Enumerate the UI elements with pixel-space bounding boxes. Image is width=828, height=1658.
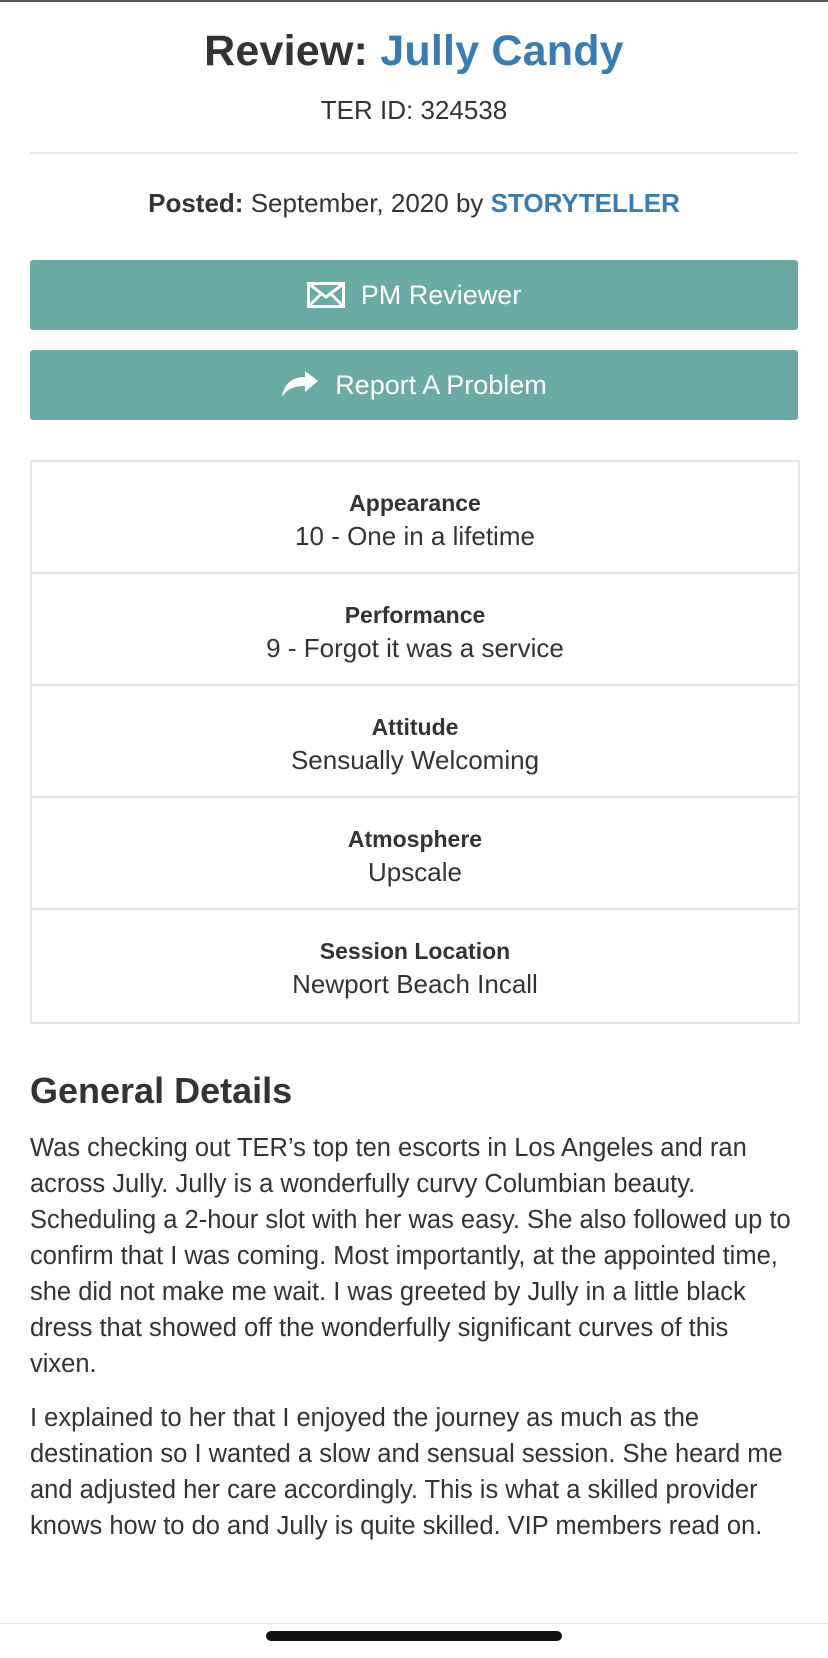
envelope-icon [307, 282, 345, 308]
home-indicator[interactable] [266, 1631, 562, 1641]
title-prefix: Review: [204, 27, 369, 75]
bottom-divider [0, 1623, 828, 1624]
rating-row-appearance [32, 462, 798, 574]
rating-label: Attitude [371, 714, 459, 740]
general-details-heading: General Details [30, 1070, 293, 1111]
rating-label: Atmosphere [347, 826, 483, 852]
review-paragraph: Was checking out TER’s top ten escorts in Los Angeles and ran across Jully. Jully is a wonderfully curvy Columbian beauty. Scheduling a 2-hour slot with her was easy. She also followed up to confirm that I was coming. Most importantly, at the appointed time, she did not make me wait. I was greeted by Jully in a little black dress that showed off the wonderfully significant curves of this vixen. [30, 1134, 791, 1378]
page-title [0, 22, 828, 80]
rating-label: Session Location [319, 938, 511, 964]
posted-label: Posted: [148, 188, 244, 218]
rating-row-session-location [32, 910, 798, 1022]
report-problem-button[interactable] [30, 350, 798, 420]
report-problem-label: Report A Problem [335, 369, 547, 400]
share-arrow-icon [281, 371, 319, 399]
rating-value: 9 - Forgot it was a service [266, 633, 564, 663]
header-divider [30, 152, 798, 154]
rating-value: Upscale [368, 857, 462, 887]
review-header [0, 22, 828, 126]
rating-value: Newport Beach Incall [292, 969, 538, 999]
provider-name-link[interactable]: Jully Candy [380, 27, 624, 75]
rating-value: Sensually Welcoming [290, 745, 540, 775]
rating-value: 10 - One in a lifetime [295, 521, 535, 551]
rating-row-atmosphere [32, 798, 798, 910]
review-body [30, 1130, 800, 1562]
posted-date: September, 2020 by [250, 188, 484, 218]
pm-reviewer-button[interactable] [30, 260, 798, 330]
top-rule [0, 0, 828, 2]
author-link[interactable]: STORYTELLER [490, 188, 680, 218]
posted-line [0, 185, 828, 221]
ter-id: TER ID: 324538 [320, 95, 508, 125]
pm-reviewer-label: PM Reviewer [360, 279, 522, 310]
ratings-table [30, 460, 800, 1024]
rating-label: Appearance [349, 490, 481, 516]
rating-label: Performance [344, 602, 486, 628]
review-paragraph: I explained to her that I enjoyed the journey as much as the destination so I wanted a slow and sensual session. She heard me and adjusted her care accordingly. This is what a skilled provider knows how to do and Jully is quite skilled. VIP members read on. [30, 1404, 783, 1540]
rating-row-performance [32, 574, 798, 686]
rating-row-attitude [32, 686, 798, 798]
